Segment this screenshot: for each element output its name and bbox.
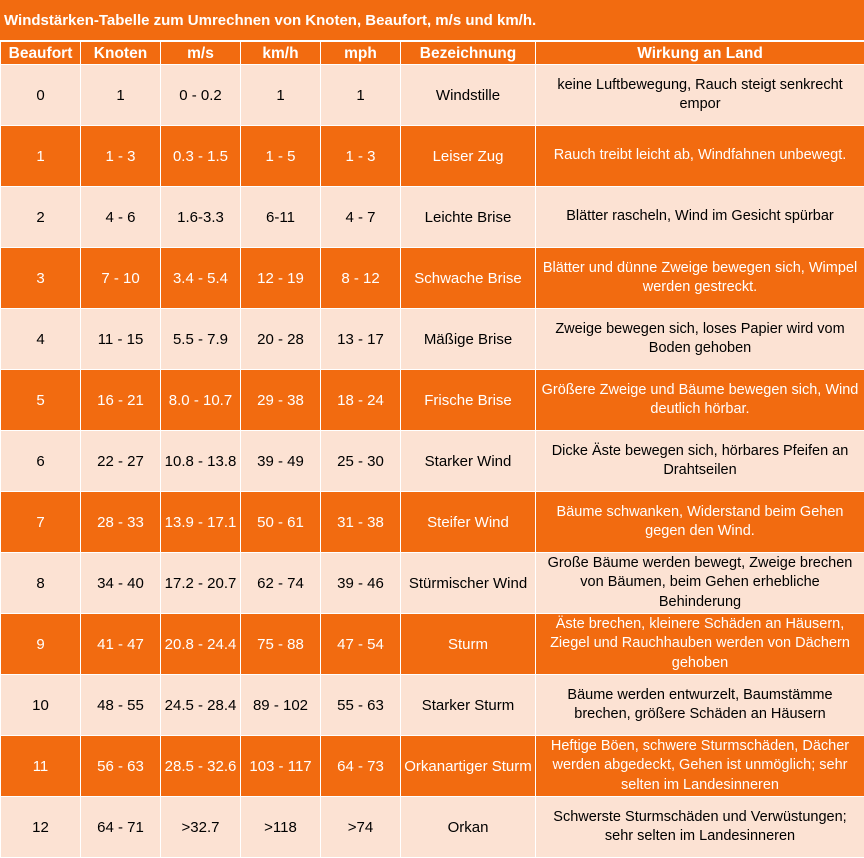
cell-wirkung: Zweige bewegen sich, loses Papier wird vom Boden gehoben xyxy=(536,309,864,370)
cell-bezeichnung: Sturm xyxy=(401,614,536,675)
header-bezeichnung: Bezeichnung xyxy=(401,42,536,65)
table-row xyxy=(1,492,864,553)
header-wirkung: Wirkung an Land xyxy=(536,42,864,65)
cell-kmh: 39 - 49 xyxy=(241,431,321,492)
table-row xyxy=(1,553,864,614)
cell-beaufort: 1 xyxy=(1,126,81,187)
cell-bezeichnung: Orkan xyxy=(401,797,536,858)
table-row xyxy=(1,675,864,736)
cell-knoten: 48 - 55 xyxy=(81,675,161,736)
table-row xyxy=(1,65,864,126)
cell-wirkung: Bäume schwanken, Widerstand beim Gehen gegen den Wind. xyxy=(536,492,864,553)
cell-mph: >74 xyxy=(321,797,401,858)
cell-knoten: 22 - 27 xyxy=(81,431,161,492)
cell-ms: 24.5 - 28.4 xyxy=(161,675,241,736)
table-row xyxy=(1,797,864,858)
cell-bezeichnung: Starker Wind xyxy=(401,431,536,492)
cell-wirkung: Heftige Böen, schwere Sturmschäden, Dächer werden abgedeckt, Gehen ist unmöglich; sehr selten im Landesinneren xyxy=(536,736,864,797)
cell-knoten: 56 - 63 xyxy=(81,736,161,797)
cell-beaufort: 5 xyxy=(1,370,81,431)
table-row xyxy=(1,736,864,797)
cell-bezeichnung: Frische Brise xyxy=(401,370,536,431)
cell-wirkung: Blätter und dünne Zweige bewegen sich, Wimpel werden gestreckt. xyxy=(536,248,864,309)
header-knoten: Knoten xyxy=(81,42,161,65)
cell-knoten: 11 - 15 xyxy=(81,309,161,370)
cell-kmh: 1 - 5 xyxy=(241,126,321,187)
cell-wirkung: Blätter rascheln, Wind im Gesicht spürbar xyxy=(536,187,864,248)
cell-kmh: 29 - 38 xyxy=(241,370,321,431)
cell-wirkung: Größere Zweige und Bäume bewegen sich, Wind deutlich hörbar. xyxy=(536,370,864,431)
cell-beaufort: 4 xyxy=(1,309,81,370)
cell-kmh: 6-11 xyxy=(241,187,321,248)
cell-bezeichnung: Starker Sturm xyxy=(401,675,536,736)
cell-beaufort: 12 xyxy=(1,797,81,858)
table-title: Windstärken-Tabelle zum Umrechnen von Knoten, Beaufort, m/s und km/h. xyxy=(0,0,864,40)
header-mph: mph xyxy=(321,42,401,65)
table-row xyxy=(1,431,864,492)
cell-mph: 13 - 17 xyxy=(321,309,401,370)
cell-ms: 0.3 - 1.5 xyxy=(161,126,241,187)
cell-mph: 25 - 30 xyxy=(321,431,401,492)
cell-knoten: 4 - 6 xyxy=(81,187,161,248)
cell-mph: 8 - 12 xyxy=(321,248,401,309)
cell-mph: 64 - 73 xyxy=(321,736,401,797)
cell-ms: 8.0 - 10.7 xyxy=(161,370,241,431)
cell-beaufort: 3 xyxy=(1,248,81,309)
cell-knoten: 7 - 10 xyxy=(81,248,161,309)
cell-bezeichnung: Mäßige Brise xyxy=(401,309,536,370)
cell-wirkung: Bäume werden entwurzelt, Baumstämme brechen, größere Schäden an Häusern xyxy=(536,675,864,736)
cell-kmh: 75 - 88 xyxy=(241,614,321,675)
cell-ms: 1.6-3.3 xyxy=(161,187,241,248)
cell-ms: 0 - 0.2 xyxy=(161,65,241,126)
cell-ms: 5.5 - 7.9 xyxy=(161,309,241,370)
cell-knoten: 64 - 71 xyxy=(81,797,161,858)
header-ms: m/s xyxy=(161,42,241,65)
cell-knoten: 1 - 3 xyxy=(81,126,161,187)
cell-kmh: 62 - 74 xyxy=(241,553,321,614)
cell-bezeichnung: Steifer Wind xyxy=(401,492,536,553)
cell-beaufort: 7 xyxy=(1,492,81,553)
cell-bezeichnung: Leiser Zug xyxy=(401,126,536,187)
cell-kmh: 1 xyxy=(241,65,321,126)
cell-ms: >32.7 xyxy=(161,797,241,858)
cell-kmh: >118 xyxy=(241,797,321,858)
cell-wirkung: Äste brechen, kleinere Schäden an Häusern, Ziegel und Rauchhauben werden von Dächern gehoben xyxy=(536,614,864,675)
cell-knoten: 1 xyxy=(81,65,161,126)
cell-bezeichnung: Windstille xyxy=(401,65,536,126)
cell-bezeichnung: Orkanartiger Sturm xyxy=(401,736,536,797)
cell-beaufort: 10 xyxy=(1,675,81,736)
cell-bezeichnung: Schwache Brise xyxy=(401,248,536,309)
cell-beaufort: 0 xyxy=(1,65,81,126)
cell-ms: 17.2 - 20.7 xyxy=(161,553,241,614)
cell-wirkung: Dicke Äste bewegen sich, hörbares Pfeifen an Drahtseilen xyxy=(536,431,864,492)
cell-ms: 10.8 - 13.8 xyxy=(161,431,241,492)
cell-mph: 55 - 63 xyxy=(321,675,401,736)
cell-kmh: 20 - 28 xyxy=(241,309,321,370)
cell-kmh: 12 - 19 xyxy=(241,248,321,309)
cell-wirkung: Große Bäume werden bewegt, Zweige brechen von Bäumen, beim Gehen erhebliche Behinderung xyxy=(536,553,864,614)
cell-mph: 47 - 54 xyxy=(321,614,401,675)
table-row xyxy=(1,126,864,187)
cell-beaufort: 11 xyxy=(1,736,81,797)
cell-ms: 13.9 - 17.1 xyxy=(161,492,241,553)
cell-mph: 18 - 24 xyxy=(321,370,401,431)
cell-mph: 4 - 7 xyxy=(321,187,401,248)
table-row xyxy=(1,248,864,309)
cell-mph: 1 xyxy=(321,65,401,126)
header-kmh: km/h xyxy=(241,42,321,65)
cell-kmh: 103 - 117 xyxy=(241,736,321,797)
table-row xyxy=(1,309,864,370)
cell-wirkung: Schwerste Sturmschäden und Verwüstungen; sehr selten im Landesinneren xyxy=(536,797,864,858)
cell-mph: 39 - 46 xyxy=(321,553,401,614)
cell-ms: 3.4 - 5.4 xyxy=(161,248,241,309)
cell-beaufort: 2 xyxy=(1,187,81,248)
cell-bezeichnung: Stürmischer Wind xyxy=(401,553,536,614)
cell-mph: 1 - 3 xyxy=(321,126,401,187)
cell-beaufort: 6 xyxy=(1,431,81,492)
cell-knoten: 41 - 47 xyxy=(81,614,161,675)
cell-knoten: 16 - 21 xyxy=(81,370,161,431)
header-row xyxy=(1,42,864,65)
cell-knoten: 34 - 40 xyxy=(81,553,161,614)
cell-beaufort: 9 xyxy=(1,614,81,675)
cell-kmh: 89 - 102 xyxy=(241,675,321,736)
cell-bezeichnung: Leichte Brise xyxy=(401,187,536,248)
table-row xyxy=(1,614,864,675)
table-row xyxy=(1,187,864,248)
table-row xyxy=(1,370,864,431)
cell-wirkung: Rauch treibt leicht ab, Windfahnen unbewegt. xyxy=(536,126,864,187)
cell-ms: 28.5 - 32.6 xyxy=(161,736,241,797)
cell-beaufort: 8 xyxy=(1,553,81,614)
wind-scale-table xyxy=(0,41,864,858)
cell-wirkung: keine Luftbewegung, Rauch steigt senkrecht empor xyxy=(536,65,864,126)
cell-knoten: 28 - 33 xyxy=(81,492,161,553)
header-beaufort: Beaufort xyxy=(1,42,81,65)
cell-kmh: 50 - 61 xyxy=(241,492,321,553)
cell-mph: 31 - 38 xyxy=(321,492,401,553)
cell-ms: 20.8 - 24.4 xyxy=(161,614,241,675)
